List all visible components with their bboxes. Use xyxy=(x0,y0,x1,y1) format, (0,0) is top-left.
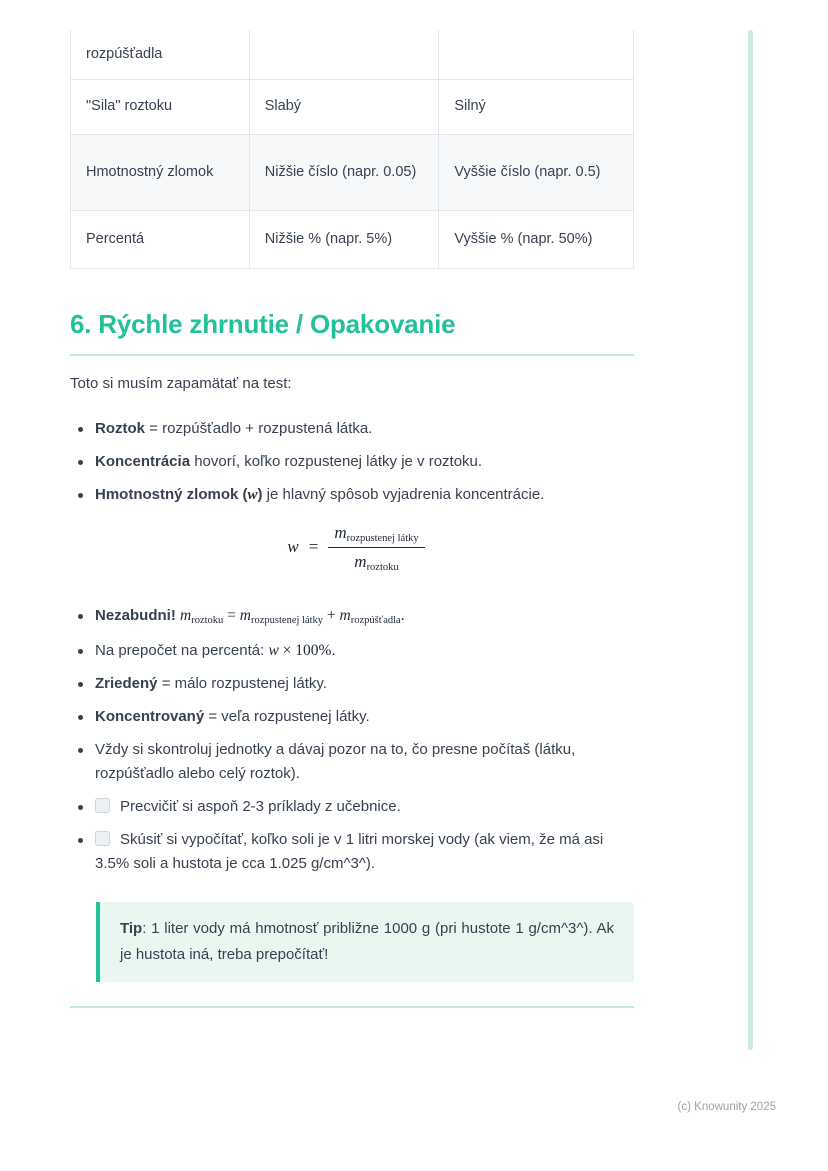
math-subscript: roztoku xyxy=(191,614,224,626)
term: Zriedený xyxy=(95,674,158,692)
math-variable: m xyxy=(339,606,351,624)
table-cell: Silný xyxy=(439,79,634,134)
table-cell: rozpúšťadla xyxy=(71,30,250,79)
table-cell: Vyššie číslo (napr. 0.5) xyxy=(439,134,634,210)
list-item-text xyxy=(95,604,634,630)
section-divider xyxy=(70,354,634,356)
table-row xyxy=(71,134,634,210)
term: Hmotnostný zlomok ( xyxy=(95,485,248,503)
inline-math xyxy=(268,642,335,659)
table-cell: "Sila" roztoku xyxy=(71,79,250,134)
bullet-dot-icon xyxy=(78,682,83,687)
table-cell: Slabý xyxy=(249,79,439,134)
list-item-text xyxy=(95,483,634,507)
fraction-denominator xyxy=(354,548,398,572)
table-row xyxy=(71,30,634,79)
math-variable: m xyxy=(180,606,192,624)
bullet-dot-icon xyxy=(78,805,83,810)
item-text: = veľa rozpustenej látky. xyxy=(204,707,370,725)
formula-fraction xyxy=(328,523,424,572)
table-row xyxy=(71,79,634,134)
formula-equals: = xyxy=(308,537,319,556)
task-list-item xyxy=(78,828,634,876)
bottom-divider xyxy=(70,1006,634,1008)
math-variable: m xyxy=(354,551,367,571)
formula-lhs: w xyxy=(287,537,299,556)
list-item-text xyxy=(95,672,634,696)
list-item xyxy=(78,639,634,663)
table-cell: Hmotnostný zlomok xyxy=(71,134,250,210)
list-item xyxy=(78,738,634,786)
math-operator: + xyxy=(323,606,340,624)
document-content xyxy=(70,0,634,1008)
list-item-text xyxy=(95,639,634,663)
bullet-list xyxy=(70,417,634,876)
math-expression: × 100%. xyxy=(278,641,336,659)
task-text: Skúsiť si vypočítať, koľko soli je v 1 litri morskej vody (ak viem, že má asi 3.5% soli a hustota je cca 1.025 g/cm^3^). xyxy=(95,830,604,872)
list-item-text xyxy=(95,795,634,819)
bullet-dot-icon xyxy=(78,715,83,720)
math-subscript: rozpúšťadla xyxy=(350,614,401,626)
list-item xyxy=(78,450,634,474)
bullet-dot-icon xyxy=(78,614,83,619)
item-text: Vždy si skontroluj jednotky a dávaj pozor na to, čo presne počítaš (látku, rozpúšťadlo alebo celý roztok). xyxy=(95,740,576,782)
table-cell: Percentá xyxy=(71,210,250,268)
comparison-table xyxy=(70,30,634,269)
section-heading: 6. Rýchle zhrnutie / Opakovanie xyxy=(70,308,456,339)
item-text: hovorí, koľko rozpustenej látky je v roztoku. xyxy=(190,452,483,470)
table-cell: Nižšie číslo (napr. 0.05) xyxy=(249,134,439,210)
math-subscript: rozpustenej látky xyxy=(346,532,419,544)
list-item-text xyxy=(95,450,634,474)
bullet-dot-icon xyxy=(78,427,83,432)
tip-text: : 1 liter vody má hmotnosť približne 1000 g (pri hustote 1 g/cm^3^). Ak je hustota iná, treba prepočítať! xyxy=(120,919,614,963)
table-cell xyxy=(439,30,634,79)
table-cell: Nižšie % (napr. 5%) xyxy=(249,210,439,268)
math-variable: w xyxy=(268,641,279,659)
list-item-text xyxy=(95,738,634,786)
term: Nezabudni! xyxy=(95,606,176,624)
table-cell: Vyššie % (napr. 50%) xyxy=(439,210,634,268)
inline-math xyxy=(180,607,405,624)
term: ) xyxy=(257,485,263,503)
list-item xyxy=(78,483,634,507)
bullet-dot-icon xyxy=(78,838,83,843)
list-item xyxy=(78,705,634,729)
intro-text: Toto si musím zapamätať na test: xyxy=(70,374,292,392)
math-operator: = xyxy=(223,606,240,624)
math-subscript: rozpustenej látky xyxy=(251,614,324,626)
task-list-item xyxy=(78,795,634,819)
task-text: Precvičiť si aspoň 2-3 príklady z učebnice. xyxy=(120,797,401,815)
math-variable: m xyxy=(334,522,347,542)
item-text: = málo rozpustenej látky. xyxy=(157,674,327,692)
tip-label: Tip xyxy=(120,919,143,937)
tip-callout xyxy=(96,902,634,982)
term: Roztok xyxy=(95,419,145,437)
page-edge-accent-bar xyxy=(748,30,753,1050)
bullet-dot-icon xyxy=(78,460,83,465)
checkbox-icon[interactable] xyxy=(95,798,110,813)
list-item xyxy=(78,417,634,441)
math-period: . xyxy=(400,606,405,624)
footer-credit: (c) Knowunity 2025 xyxy=(677,1101,776,1113)
fraction-numerator xyxy=(328,523,424,548)
math-variable: m xyxy=(239,606,251,624)
math-variable: w xyxy=(247,486,258,503)
checkbox-icon[interactable] xyxy=(95,831,110,846)
term: Koncentrovaný xyxy=(95,707,205,725)
list-item-text xyxy=(95,417,634,441)
term: Koncentrácia xyxy=(95,452,191,470)
item-text: je hlavný spôsob vyjadrenia koncentrácie. xyxy=(262,485,545,503)
list-item-text xyxy=(95,828,634,876)
mass-fraction-formula xyxy=(78,523,634,572)
bullet-dot-icon xyxy=(78,748,83,753)
list-item xyxy=(78,604,634,630)
bullet-dot-icon xyxy=(78,493,83,498)
item-text: = rozpúšťadlo + rozpustená látka. xyxy=(145,419,373,437)
item-text: Na prepočet na percentá: xyxy=(95,641,269,659)
list-item-text xyxy=(95,705,634,729)
bullet-dot-icon xyxy=(78,649,83,654)
table-row xyxy=(71,210,634,268)
list-item xyxy=(78,672,634,696)
table-cell xyxy=(249,30,439,79)
math-subscript: roztoku xyxy=(366,561,399,573)
